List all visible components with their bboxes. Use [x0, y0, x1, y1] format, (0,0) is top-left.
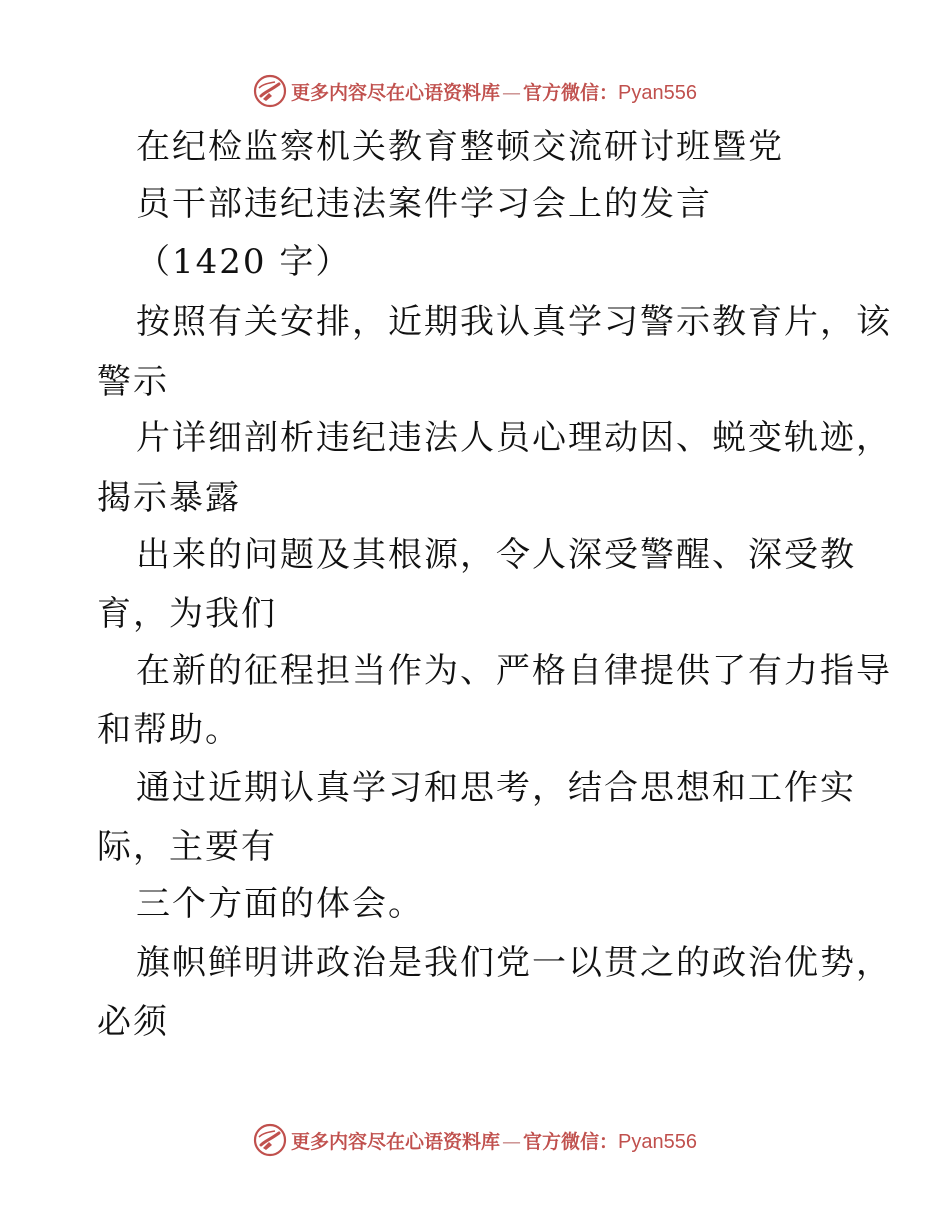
- paragraph-line: 必须: [97, 1002, 169, 1042]
- watermark-account: Pyan556: [618, 81, 697, 104]
- watermark-text: [291, 1127, 697, 1154]
- document-title-line-1: 在纪检监察机关教育整顿交流研讨班暨党: [136, 127, 784, 167]
- watermark-brand: 更多内容尽在心语资料库: [291, 1130, 501, 1153]
- paragraph-line: 育，为我们: [97, 594, 277, 634]
- paragraph-line: 在新的征程担当作为、严格自律提供了有力指导: [136, 651, 892, 691]
- watermark-label: 官方微信：: [523, 1130, 619, 1153]
- paragraph-line: 通过近期认真学习和思考，结合思想和工作实: [136, 768, 856, 808]
- paragraph-line: 出来的问题及其根源，令人深受警醒、深受教: [136, 535, 856, 575]
- watermark-separator: —: [502, 1130, 522, 1153]
- watermark-separator: —: [502, 81, 522, 104]
- header-watermark: [0, 71, 950, 111]
- watermark-label: 官方微信：: [523, 81, 619, 104]
- paragraph-line: 揭示暴露: [97, 478, 241, 518]
- book-pen-logo-icon: [253, 74, 287, 108]
- paragraph-line: 按照有关安排，近期我认真学习警示教育片，该: [136, 302, 892, 342]
- watermark-account: Pyan556: [618, 1130, 697, 1153]
- footer-watermark: [0, 1120, 950, 1160]
- paragraph-line: 和帮助。: [97, 710, 241, 750]
- paragraph-line: 际，主要有: [97, 827, 277, 867]
- document-title-line-2: 员干部违纪违法案件学习会上的发言: [136, 184, 712, 224]
- watermark-text: [291, 78, 697, 105]
- paragraph-line: 片详细剖析违纪违法人员心理动因、蜕变轨迹，: [136, 418, 892, 458]
- paragraph-line: 警示: [97, 362, 169, 402]
- watermark-brand: 更多内容尽在心语资料库: [291, 81, 501, 104]
- paragraph-line: 三个方面的体会。: [136, 884, 424, 924]
- word-count: （1420 字）: [136, 242, 352, 282]
- book-pen-logo-icon: [253, 1123, 287, 1157]
- paragraph-line: 旗帜鲜明讲政治是我们党一以贯之的政治优势，: [136, 943, 892, 983]
